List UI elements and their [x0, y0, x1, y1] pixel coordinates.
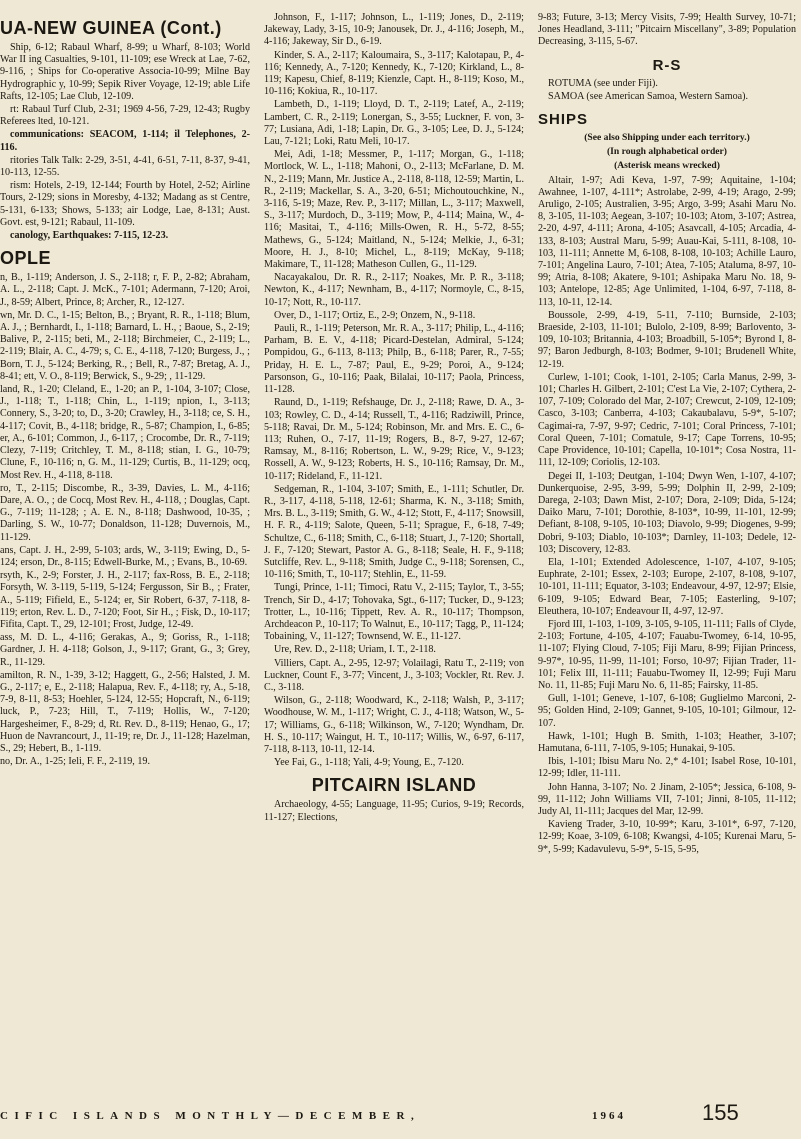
section-heading-new-guinea: UA-NEW GUINEA (Cont.) [0, 18, 222, 38]
index-entry: Altair, 1-97; Adi Keva, 1-97, 7-99; Aquitaine, 1-104; Awahnee, 1-107, 4-111*; Astrolabe, 2-99, 4-19; Arago, 2-99; Aruligo, 2-105; Australien, 3-95; Argo, 3-99; Asahi Maru No. 8, 3-105, 11-103; Aegean, 3-107; 10-103; Atom, 3-107; Astrea, 2-20, 4-97, 4-111; Arona, 4-105; Asavcall, 4-105; Arcadia, 4-133, 8-103; Austral Maru, 5-99; Auau-Kai, 5-111, 8-108, 10-103, 11-111; Annette M, 6-108, 8-108, 10-103; Achille Lauro, 7-101; Angelina Lauro, 7-101; Atea, 7-105; Ataluma, 8-97, 10-99; Atria, 8-108; Akatere, 9-101; Ashipaka Maru No. 18, 9-103; Antelope, 12-85; Age Unlimited, 1-104, 6-97, 7-118, 8-113, 10-11, 12-14. [538, 174, 796, 308]
page-footer [0, 1098, 801, 1132]
index-entry: Boussole, 2-99, 4-19, 5-11, 7-110; Burnside, 2-103; Braeside, 2-103, 11-101; Bulolo, 2-109, 8-99; Barlovento, 3-109, 10-103; Britannia, 4-103; Broadbill, 5-105*; Byrond I, 8-97; Baron Jedburgh, 8-103; Bodmer, 9-101; Brudenell White, 12-19. [538, 309, 796, 370]
section-note: (Asterisk means wrecked) [614, 160, 720, 172]
index-entry: ritories Talk Talk: 2-29, 3-51, 4-41, 6-51, 7-11, 8-37, 9-41, 10-113, 12-55. [0, 154, 250, 179]
index-entry: ro, T., 2-115; Discombe, R., 3-39, Davies, L. M., 4-116; Dare, A. O., ; de Cocq, Most Rev. H., 4-118, ; Douglas, Capt. G., 7-119; 11-128; ; A. E. N., 8-118; Dashwood, 10-35, ; Darling, S. W., 10-77; Donaldson, 11-128; Duvernois, M., 11-129. [0, 482, 250, 543]
index-column-middle [264, 12, 524, 1092]
footer-publication-title: CIFIC ISLANDS MONTHLY—DECEMBER, [0, 1110, 421, 1122]
index-entry: Fjord III, 1-103, 1-109, 3-105, 9-105, 11-111; Falls of Clyde, 2-103; Fortune, 4-105, 4-107; Fauabu-Twomey, 6-14, 10-95, 11-107; Flying Cloud, 7-105; Fiji Maru, 8-99; Fijian Princess, 9-97*, 10-95, 11-99, 11-101; Forso, 10-97; Fijian Trader, 11-101; Felix III, 11-111; Fauabu-Twomey II, 12-99; Fuji Maru No. 11, 11-85; Fuji Maru No. 6, 11-85; Fairsky, 11-85. [538, 618, 796, 691]
index-entry: John Hanna, 3-107; No. 2 Jinam, 2-105*; Jessica, 6-108, 9-99, 11-112; John Williams VII, 7-101; Jinni, 8-105, 11-112; Judy Al, 11-111; Jacques del Mar, 12-99. [538, 781, 796, 817]
index-entry: Mei, Adi, 1-18; Messmer, P., 1-117; Morgan, G., 1-118; Mortlock, W. L., 1-118; Mahoni, O., 2-113; McFarlane, D. M. N., 2-119; Mann, Mr. Justice A., 2-118, 8-118, 12-59; Martin, L. R., 2-119; Mackellar, S. A., 3-20, 6-51; Michoutouchkine, N., 3-116, 5-19; Maze, Rev. P., 3-117; Millan, L., 3-117; Maxwell, S., 3-117; Murdoch, D., 3-119; Mow, P., 4-114; Maina, W., 4-116; Masitai, T., 4-116; Mills-Owen, R. H., 5-72, 8-55; Mathews, G., 5-124; Maitland, N., 5-124; Melkie, J., 6-31; Moore, H. J., 8-10; Michel, L., 8-119; McKay, 9-118; Makimare, T., 11-128; Matheson Cullen, G., 11-129. [264, 149, 524, 271]
index-entry: amilton, R. N., 1-39, 3-12; Haggett, G., 2-56; Halsted, J. M. G., 2-117; e, E., 2-118; Halapua, Rev. F., 4-118; ry, A., 5-18, 7-9, 8-11, 8-53; Hoehler, 5-124, 12-55; Hopcraft, N., 6-119; luck, P., 7-23; Hill, T., 7-119; Hollis, W., 7-120; Hargesheimer, F., 8-29; d, Rt. Rev. D., 8-119; Henao, G., 17; Huon de Navrancourt, J., 11-19; re, Dr. J., 11-128; Hazelman, S., 29; Hebert, B., 1-119. [0, 669, 250, 754]
index-entry: Wilson, G., 2-118; Woodward, K., 2-118; Walsh, P., 3-117; Woodhouse, W. M., 1-117; Wright, C. J., 4-118; Watson, W., 5-17; Williams, G., 6-118; Wilkinson, W., 7-120; Wyndham, Dr. H. S., 10-117; Waingut, H. T., 10-117; Willis, W., 6-97, 6-117, 7-118, 8-113, 10-11, 12-14. [264, 695, 524, 755]
section-note: (In rough alphabetical order) [606, 146, 727, 158]
index-entry: Curlew, 1-101; Cook, 1-101, 2-105; Carla Manus, 2-99, 3-101; Charles H. Gilbert, 2-101; C'est La Vie, 2-107; Cythera, 2-107, 7-109; Colorado del Mar, 2-107; Crewcut, 2-109, 12-109; Casco, 3-103; Canberra, 4-103; Cakaubalavu, 5-9*, 5-107; Cagimai-ra, 7-97, 9-97; Cedric, 7-101; Coral Princess, 7-101; Coral Queen, 7-101; Comatule, 9-17; Cape Torrens, 10-95; Cape Providence, 10-101; Capella, 10-101*; Cosa Nostra, 11-111, 12-109; Coriolis, 12-103. [538, 371, 796, 469]
index-entry: Ela, 1-101; Extended Adolescence, 1-107, 4-107, 9-105; Euphrate, 2-101; Essex, 2-103; Europe, 2-107, 8-108, 9-107, 10-101, 11-111; Equator, 3-103; Endeavour, 4-97, 12-97; Elsie, 6-109, 9-105; Edward Bear, 7-105; Easterling, 9-107; Eleuthera, 10-107; Endeavour II, 4-97, 12-97. [538, 556, 796, 617]
index-entry: Archaeology, 4-55; Language, 11-95; Curios, 9-19; Records, 11-127; Elections, [264, 799, 524, 823]
index-entry: wn, Mr. D. C., 1-15; Belton, B., ; Bryant, R. R., 1-118; Blum, A. J., ; Bernhardt, I., 1-118; Barnard, L. H., ; Baoue, S., 2-19; Balive, P., 2-115; beti, M., 2-118; Birchmeier, C., 2-119; L., 2-119; Blair, A. C., 4-79; s, C. E., 4-118, 7-120; Burgess, J., ; Born, T. J., 5-124; Berking, R., ; Bell, R., 7-87; Bretag, A. J., 8-41; ett, V. O., 8-119; Berwick, S., 9-29; , 11-129. [0, 309, 250, 382]
index-entry: Ibis, 1-101; Ibisu Maru No. 2,* 4-101; Isabel Rose, 10-101, 12-99; Idler, 11-111. [538, 756, 796, 780]
index-entry: ass, M. D. L., 4-116; Gerakas, A., 9; Goriss, R., 1-118; Gardner, J. H. 4-118; Golson, J., 9-117; Grant, G., 3; Grey, R., 11-129. [0, 632, 250, 668]
index-entry: canology, Earthquakes: 7-115, 12-23. [10, 230, 169, 242]
index-entry: Tungi, Prince, 1-11; Timoci, Ratu V., 2-115; Taylor, T., 3-55; Trench, Sir D., 4-17; Tohovaka, Sgt., 6-117; Tucker, D., 9-123; Trotter, L., 10-116; Tippett, Rev. A. R., 10-117; Thompson, Archdeacon P., 10-117; To Walnut, E., 10-117; Tagg, P., 11-124; Tobaining, V., 11-127; Townsend, W. E., 11-127. [264, 582, 524, 643]
index-entry: Nacayakalou, Dr. R. R., 2-117; Noakes, Mr. P. R., 3-118; Newton, K., 4-117; Newnham, B., 4-117; Normoyle, C., 8-15, 10-17; Nott, R., 10-117. [264, 272, 524, 308]
section-heading-ships: SHIPS [538, 111, 589, 129]
index-entry: Gull, 1-101; Geneve, 1-107, 6-108; Guglielmo Marconi, 2-95; Golden Hind, 2-109; Gannet, 9-105, 10-101; Gilmour, 12-107. [538, 693, 796, 729]
index-entry: Raund, D., 1-119; Refshauge, Dr. J., 2-118; Rawe, D. A., 3-103; Rowley, C. D., 4-14; Russell, T., 4-116; Radziwill, Prince, 5-118; Ravai, Dr. M., 5-124; Robinson, Mr. and Mrs. E. C., 6-113; Ruhen, O., 7-17, 11-19; Rogers, B., 8-7, 9-27, 12-67; Ramsay, M., 8-116; Robertson, L. W., 9-29; Rice, V., 9-123; Rossell, A. W., 9-123; Roberts, H. S., 10-116; Ramsay, Dr. M., 10-117; Rideland, F., 11-121. [264, 397, 524, 482]
section-heading-r-s: R-S [652, 56, 682, 74]
index-entry: SAMOA (see American Samoa, Western Samoa). [548, 90, 748, 102]
index-column-right [538, 12, 796, 1092]
section-heading-people: OPLE [0, 248, 52, 269]
footer-year: 1964 [592, 1110, 626, 1122]
index-entry: ROTUMA (see under Fiji). [548, 77, 658, 89]
index-entry: ans, Capt. J. H., 2-99, 5-103; ards, W., 3-119; Ewing, D., 5-124; erson, Dr., 8-115; Edwell-Burke, M., ; Evans, B., 10-69. [0, 544, 250, 568]
index-entry: Ure, Rev. D., 2-118; Uriam, I. T., 2-118. [274, 644, 436, 656]
index-entry: 9-83; Future, 3-13; Mercy Visits, 7-99; Health Survey, 10-71; Jones Headland, 3-111; "Pitcairn Miscellany", 3-89; Population Decreasing, 3-115, 5-67. [538, 12, 796, 48]
index-entry: n, B., 1-119; Anderson, J. S., 2-118; r, F. P., 2-82; Abraham, A. L., 2-118; Capt. J. McK., 7-101; Adermann, 7-120; Aroi, J., 8-59; Albert, Prince, 8; Archer, R., 12-127. [0, 272, 250, 308]
index-entry: land, R., 1-20; Cleland, E., 1-20; an P., 1-104, 3-107; Close, J., 1-118; T., 1-118; Chin, L., 1-119; npion, I., 3-113; Connery, S., 3-20; to, D., 3-20; Crawley, H., 3-118; ce, S. H., 4-117; Covit, B., 4-118; bridge, R., 5-87; Champion, I., 6-85; er, A., 6-101; Common, J., 6-117, ; Crocombe, Dr. R., 7-119; Clezy, 7-119; Critchley, T. M., 8-118; stian, I. G., 10-79; Clune, F., 10-116; n, G. M., 11-129; Curtis, B., 11-129; ocq, Most Rev. H., 4-118, 8-118. [0, 384, 250, 481]
index-entry: Degei II, 1-103; Deutgan, 1-104; Dwyn Wen, 1-107, 4-107; Dunkerquoise, 2-95, 3-99, 5-99; Dolphin II, 2-99, 2-109; Darega, 2-103; Dawn Mist, 2-107; Dora, 2-109; Dida, 5-124; Daiko Maru, 7-101; Dorothie, 8-103*, 10-99, 11-101, 12-99; Defiant, 8-108, 9-105, 10-103; Diavolo, 9-99; Diogenes, 9-99; Dobri, 9-103; Diablo, 10-103*; Darnley, 11-103; Dedele, 12-103; Discovery, 12-83. [538, 470, 796, 555]
index-entry: Ship, 6-12; Rabaul Wharf, 8-99; u Wharf, 8-103; World War II ing Casualties, 9-101, 11-109; ese Wreck at Lae, 7-62, 9-116, ; Ships for Co-operative Associa-10-99; Milne Bay Hydrographic y, 10-99; Sepik River Voyage, 12-19; able Life Rafts, 12-105; Lae Club, 12-109. [0, 42, 250, 102]
section-heading-pitcairn: PITCAIRN ISLAND [311, 775, 477, 796]
index-entry: Yee Fai, G., 1-118; Yali, 4-9; Young, E., 7-120. [274, 757, 464, 769]
index-entry: Hawk, 1-101; Hugh B. Smith, 1-103; Heather, 3-107; Hamutana, 6-111, 7-105, 9-105; Hunakai, 9-105. [538, 730, 796, 754]
index-entry: Johnson, F., 1-117; Johnson, L., 1-119; Jones, D., 2-119; Jakeway, Lady, 3-15, 10-9; Janousek, Dr. J., 4-116; Joseph, M., 4-116; Jakeway, Sir D., 6-19. [264, 12, 524, 48]
index-entry: no, Dr. A., 1-25; Ieli, F. F., 2-119, 19. [0, 756, 150, 768]
section-note: (See also Shipping under each territory.) [584, 132, 750, 144]
index-entry: Sedgeman, R., 1-104, 3-107; Smith, E., 1-111; Schutler, Dr. R., 3-117, 4-118, 5-118, 12-61; Sharma, K. N., 3-118; Smith, Mrs. B. L., 3-119; Smith, G. W., 4-12; Stott, F., 4-117; Snowsill, H. F. R., 4-119; Salote, Queen, 5-11; Sprague, F., 6-18, 7-49; Schultze, C., 6-118; Smith, C., 6-118; Stuart, J., 7-120; Shortall, J. F., 7-120; Stewart, Pastor A. G., 8-118; Seale, H. F., 9-118; Sutcliffe, Rev. L., 9-118; Smith, Judge C., 9-118; Sorensen, C., 10-116; Smith, T., 10-117; Stehlin, E., 11-59. [264, 483, 524, 581]
index-entry: rsyth, K., 2-9; Forster, J. H., 2-117; fax-Ross, B. E., 2-118; Forsyth, W. 3-119, 5-119, 5-124; Fergusson, Sir B., ; Frater, A., 5-119; Fifield, E., 5-124; er, Sir Robert, 6-37, 7-118, 8-119; erton, Rev. L. D., 7-120; Foot, Sir H., ; Fisk, D., 10-117; Fifita, Capt. T., 29, 12-101; Frost, Judge, 12-49. [0, 570, 250, 630]
index-entry: rt: Rabaul Turf Club, 2-31; 1969 4-56, 7-29, 12-43; Rugby Referees lted, 10-121. [0, 104, 250, 128]
index-entry: Over, D., 1-117; Ortiz, E., 2-9; Onzem, N., 9-118. [274, 309, 476, 321]
index-entry: Kinder, S. A., 2-117; Kaloumaira, S., 3-117; Kalotapau, P., 4-116; Kennedy, A., 7-120; Kennedy, K., 7-120; Kirkland, L., 8-119; Kapesu, Chief, 8-119; Kienzle, Capt. H., 8-119; Koso, M., 10-116; Kokiua, R., 10-117. [264, 49, 524, 98]
index-entry: Lambeth, D., 1-119; Lloyd, D. T., 2-119; Latef, A., 2-119; Lambert, C. R., 2-119; Lonergan, S., 3-55; Luckner, F. von, 3-77; Lusiana, Adi, 1-18; Lapin, Dr. G., 3-105; Lee, D. J., 5-124; Lau, 7-121; Loki, Ratu Meli, 10-17. [264, 99, 524, 148]
index-entry: Villiers, Capt. A., 2-95, 12-97; Volailagi, Ratu T., 2-119; von Luckner, Count F., 3-77; Vincent, J., 3-103; Vockler, Rt. Rev. J. C., 3-118. [264, 657, 524, 693]
index-entry: rism: Hotels, 2-19, 12-144; Fourth by Hotel, 2-52; Airline Tours, 2-129; sions in Moresby, 4-132; Madang as st Centre, 5-131, 6-133; Shows, 5-133; air Lodge, Lae, 8-131; Aust. Govt. est, 9-121; Rabaul, 11-109. [0, 180, 250, 228]
index-entry: Kavieng Trader, 3-10, 10-99*; Karu, 3-101*, 6-97, 7-120, 12-99; Koae, 3-109, 6-108; Kwangsi, 4-105; Kurenai Maru, 5-9*, 5-99; Kadavulevu, 5-9*, 5-15, 5-95, [538, 819, 796, 855]
index-entry: Pauli, R., 1-119; Peterson, Mr. R. A., 3-117; Philip, L., 4-116; Parham, B. E. V., 4-118; Picard-Destelan, Admiral, 5-124; Pompidou, G., 6-113, 8-113; Philp, B., 6-118; Parer, R., 7-55; Priday, H. E. L., 7-87; Paul, E., 9-29; Poroi, A., 9-124; Parsonson, G., 10-116; Paak, Bilalai, 10-117; Paola, Princess, 11-128. [264, 323, 524, 396]
page-number: 155 [702, 1100, 739, 1125]
index-entry: communications: SEACOM, 1-114; il Telephones, 2-116. [0, 129, 250, 153]
index-column-left [0, 12, 250, 1092]
